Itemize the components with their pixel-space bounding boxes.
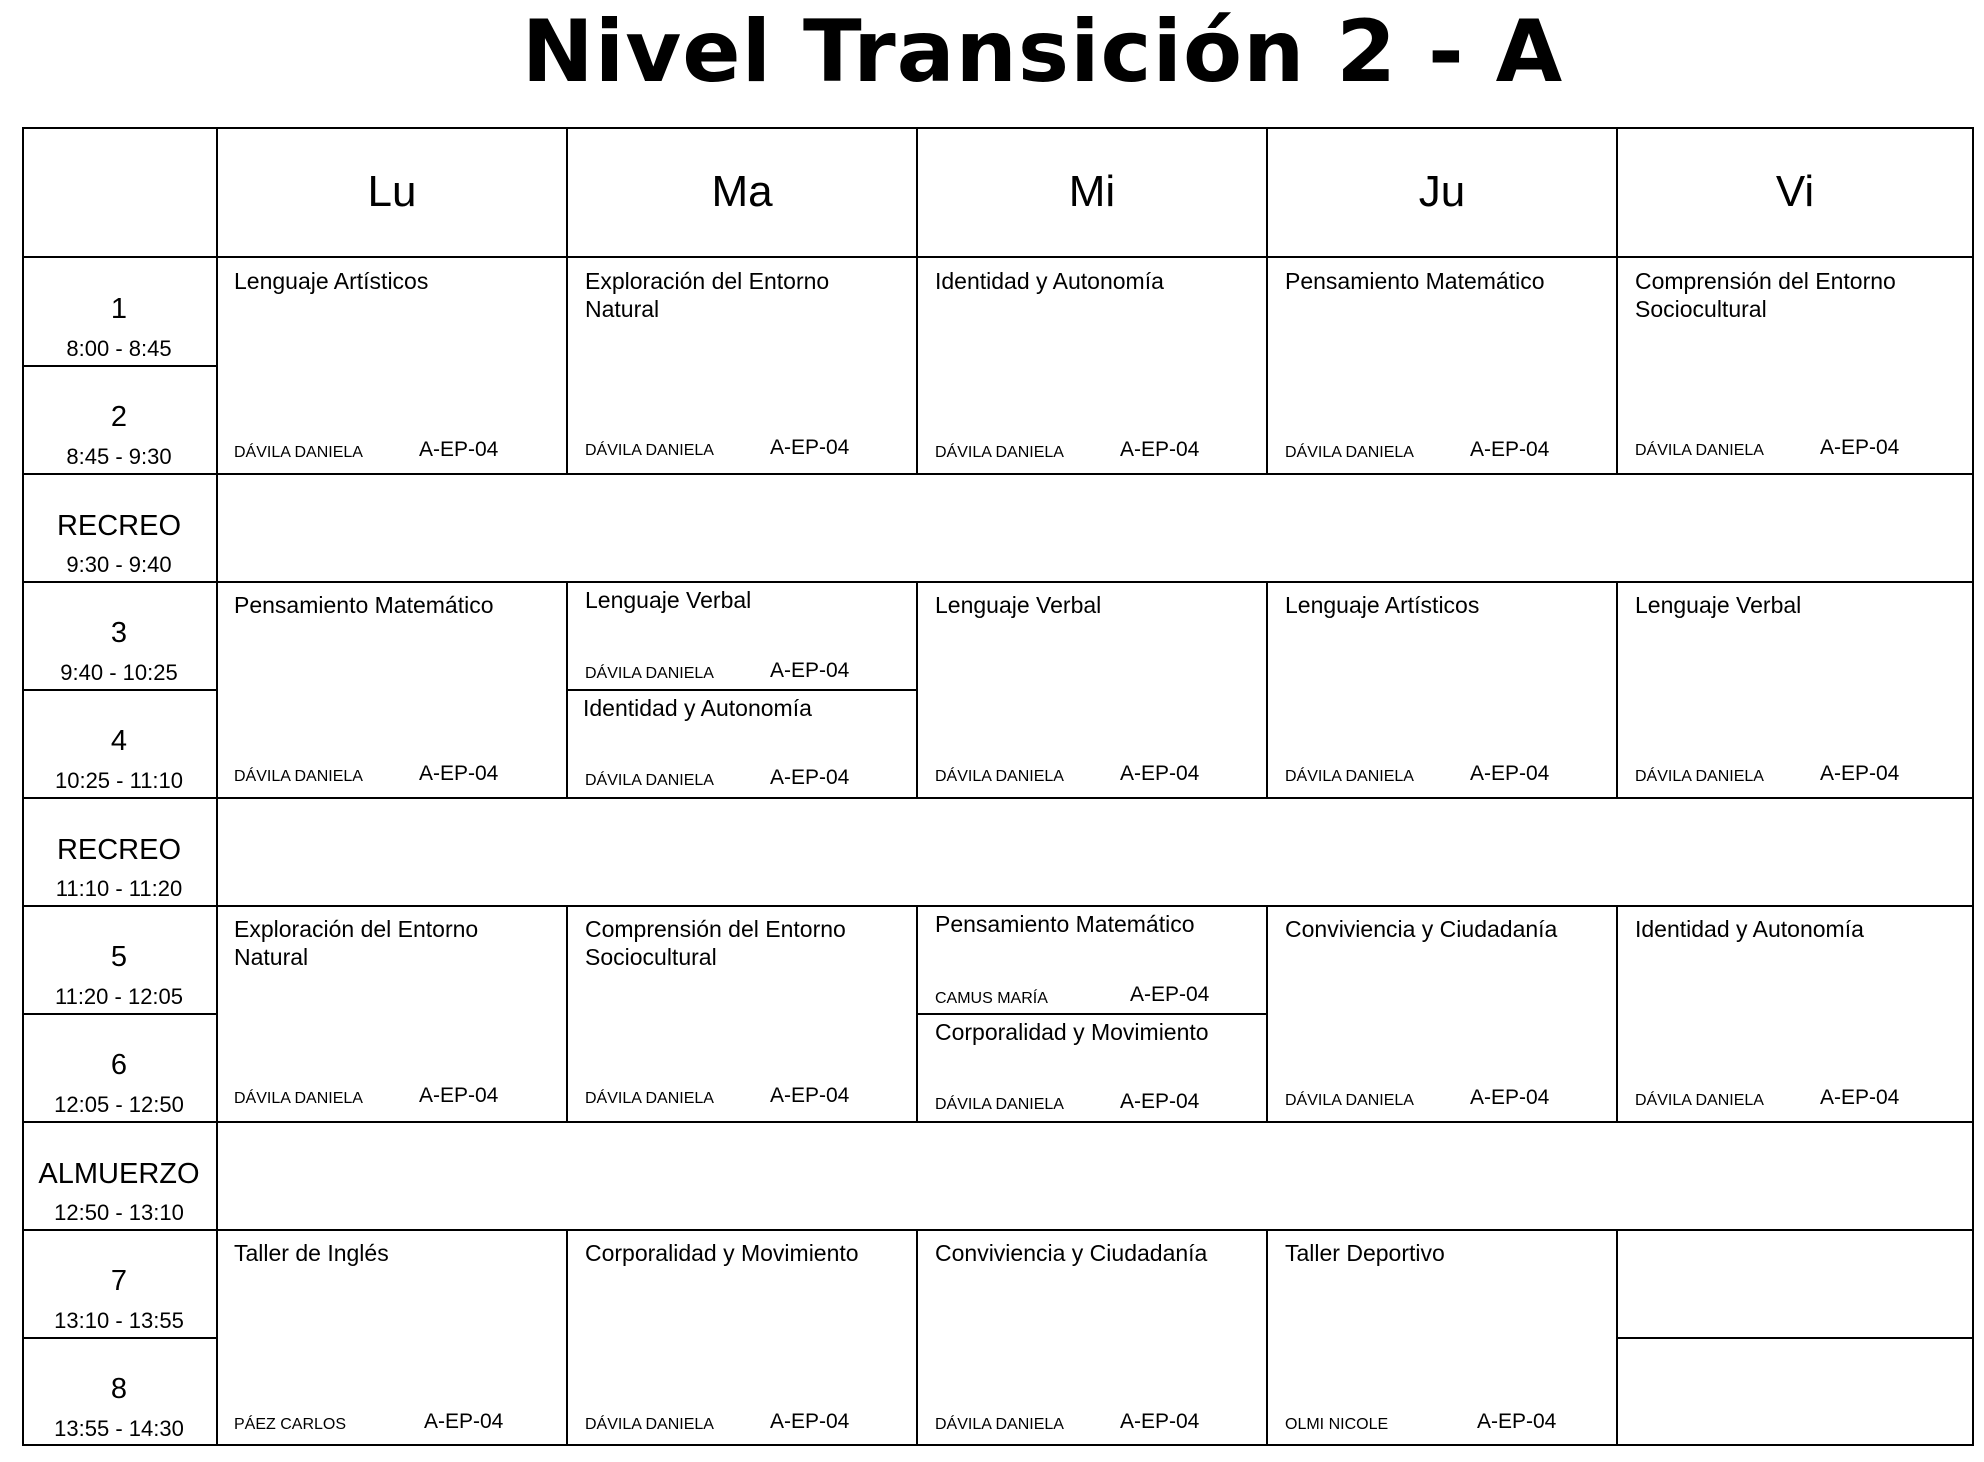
period-time: 13:10 - 13:55 [54,1308,184,1333]
class-teacher: DÁVILA DANIELA [585,1090,714,1107]
class-room: A-EP-04 [1130,983,1210,1006]
period-number: 2 [110,401,128,433]
break-name: RECREO [56,510,182,542]
class-teacher: DÁVILA DANIELA [234,444,363,461]
period-number: 3 [110,617,128,649]
class-teacher: CAMUS MARÍA [935,990,1048,1007]
class-room: A-EP-04 [1820,762,1900,785]
class-room: A-EP-04 [1470,762,1550,785]
day-header-ju: Ju [1418,167,1466,216]
day-header-mi: Mi [1068,167,1116,216]
break-name: ALMUERZO [38,1158,200,1190]
class-room: A-EP-04 [1477,1410,1557,1433]
class-subject: Exploración del Entorno Natural [585,268,830,322]
class-subject: Conviviencia y Ciudadanía [935,1240,1208,1266]
class-room: A-EP-04 [1120,1090,1200,1113]
day-header-lu: Lu [367,167,417,216]
class-subject: Comprensión del Entorno Sociocultural [1635,268,1896,322]
day-header-vi: Vi [1775,167,1815,216]
class-subject: Lenguaje Verbal [1635,592,1802,618]
class-room: A-EP-04 [770,1084,850,1107]
class-teacher: DÁVILA DANIELA [585,442,714,459]
class-subject: Corporalidad y Movimiento [585,1240,859,1266]
class-room: A-EP-04 [419,762,499,785]
period-time: 12:05 - 12:50 [54,1092,184,1117]
break-time: 9:30 - 9:40 [66,552,172,577]
period-time: 10:25 - 11:10 [54,768,184,793]
class-teacher: DÁVILA DANIELA [1285,1092,1414,1109]
day-header-ma: Ma [711,167,773,216]
class-subject: Pensamiento Matemático [234,592,494,618]
class-room: A-EP-04 [770,436,850,459]
class-room: A-EP-04 [1470,438,1550,461]
period-time: 8:45 - 9:30 [66,444,172,469]
class-subject: Identidad y Autonomía [1635,916,1864,942]
class-teacher: DÁVILA DANIELA [585,772,714,789]
class-subject: Lenguaje Artísticos [1285,592,1480,618]
class-room: A-EP-04 [424,1410,504,1433]
period-number: 1 [110,293,128,325]
class-room: A-EP-04 [1820,436,1900,459]
class-teacher: DÁVILA DANIELA [1635,1092,1764,1109]
class-teacher: DÁVILA DANIELA [935,1096,1064,1113]
class-room: A-EP-04 [1120,438,1200,461]
break-time: 12:50 - 13:10 [54,1200,184,1225]
class-teacher: DÁVILA DANIELA [585,1416,714,1433]
class-room: A-EP-04 [419,438,499,461]
period-number: 4 [110,725,128,757]
class-teacher: DÁVILA DANIELA [935,1416,1064,1433]
class-subject: Lenguaje Artísticos [234,268,429,294]
class-subject: Lenguaje Verbal [935,592,1102,618]
period-time: 11:20 - 12:05 [54,984,184,1009]
break-name: RECREO [56,834,182,866]
class-room: A-EP-04 [1820,1086,1900,1109]
class-subject: Pensamiento Matemático [1285,268,1545,294]
class-teacher: OLMI NICOLE [1285,1416,1389,1433]
period-number: 8 [110,1373,128,1405]
class-teacher: DÁVILA DANIELA [585,665,714,682]
class-teacher: DÁVILA DANIELA [1635,442,1764,459]
class-room: A-EP-04 [770,659,850,682]
class-room: A-EP-04 [1120,762,1200,785]
class-teacher: PÁEZ CARLOS [234,1416,347,1433]
period-time: 9:40 - 10:25 [60,660,178,685]
class-subject: Taller Deportivo [1285,1240,1445,1266]
class-teacher: DÁVILA DANIELA [935,444,1064,461]
class-subject: Lenguaje Verbal [585,587,752,613]
page-title: Nivel Transición 2 - A [521,2,1564,102]
class-room: A-EP-04 [419,1084,499,1107]
period-number: 6 [110,1049,128,1081]
class-subject: Conviviencia y Ciudadanía [1285,916,1558,942]
class-teacher: DÁVILA DANIELA [1285,444,1414,461]
class-teacher: DÁVILA DANIELA [935,768,1064,785]
period-time: 13:55 - 14:30 [54,1416,184,1441]
class-teacher: DÁVILA DANIELA [234,1090,363,1107]
class-teacher: DÁVILA DANIELA [234,768,363,785]
class-subject: Identidad y Autonomía [583,695,812,721]
class-subject: Pensamiento Matemático [935,911,1195,937]
class-room: A-EP-04 [770,1410,850,1433]
class-room: A-EP-04 [770,766,850,789]
period-time: 8:00 - 8:45 [66,336,172,361]
period-number: 7 [110,1265,128,1297]
period-number: 5 [110,941,128,973]
class-teacher: DÁVILA DANIELA [1635,768,1764,785]
break-time: 11:10 - 11:20 [55,876,183,901]
class-subject: Identidad y Autonomía [935,268,1164,294]
class-subject: Corporalidad y Movimiento [935,1019,1209,1045]
class-room: A-EP-04 [1470,1086,1550,1109]
class-subject: Comprensión del Entorno Sociocultural [585,916,846,970]
class-subject: Taller de Inglés [234,1240,389,1266]
class-room: A-EP-04 [1120,1410,1200,1433]
class-subject: Exploración del Entorno Natural [234,916,479,970]
class-teacher: DÁVILA DANIELA [1285,768,1414,785]
